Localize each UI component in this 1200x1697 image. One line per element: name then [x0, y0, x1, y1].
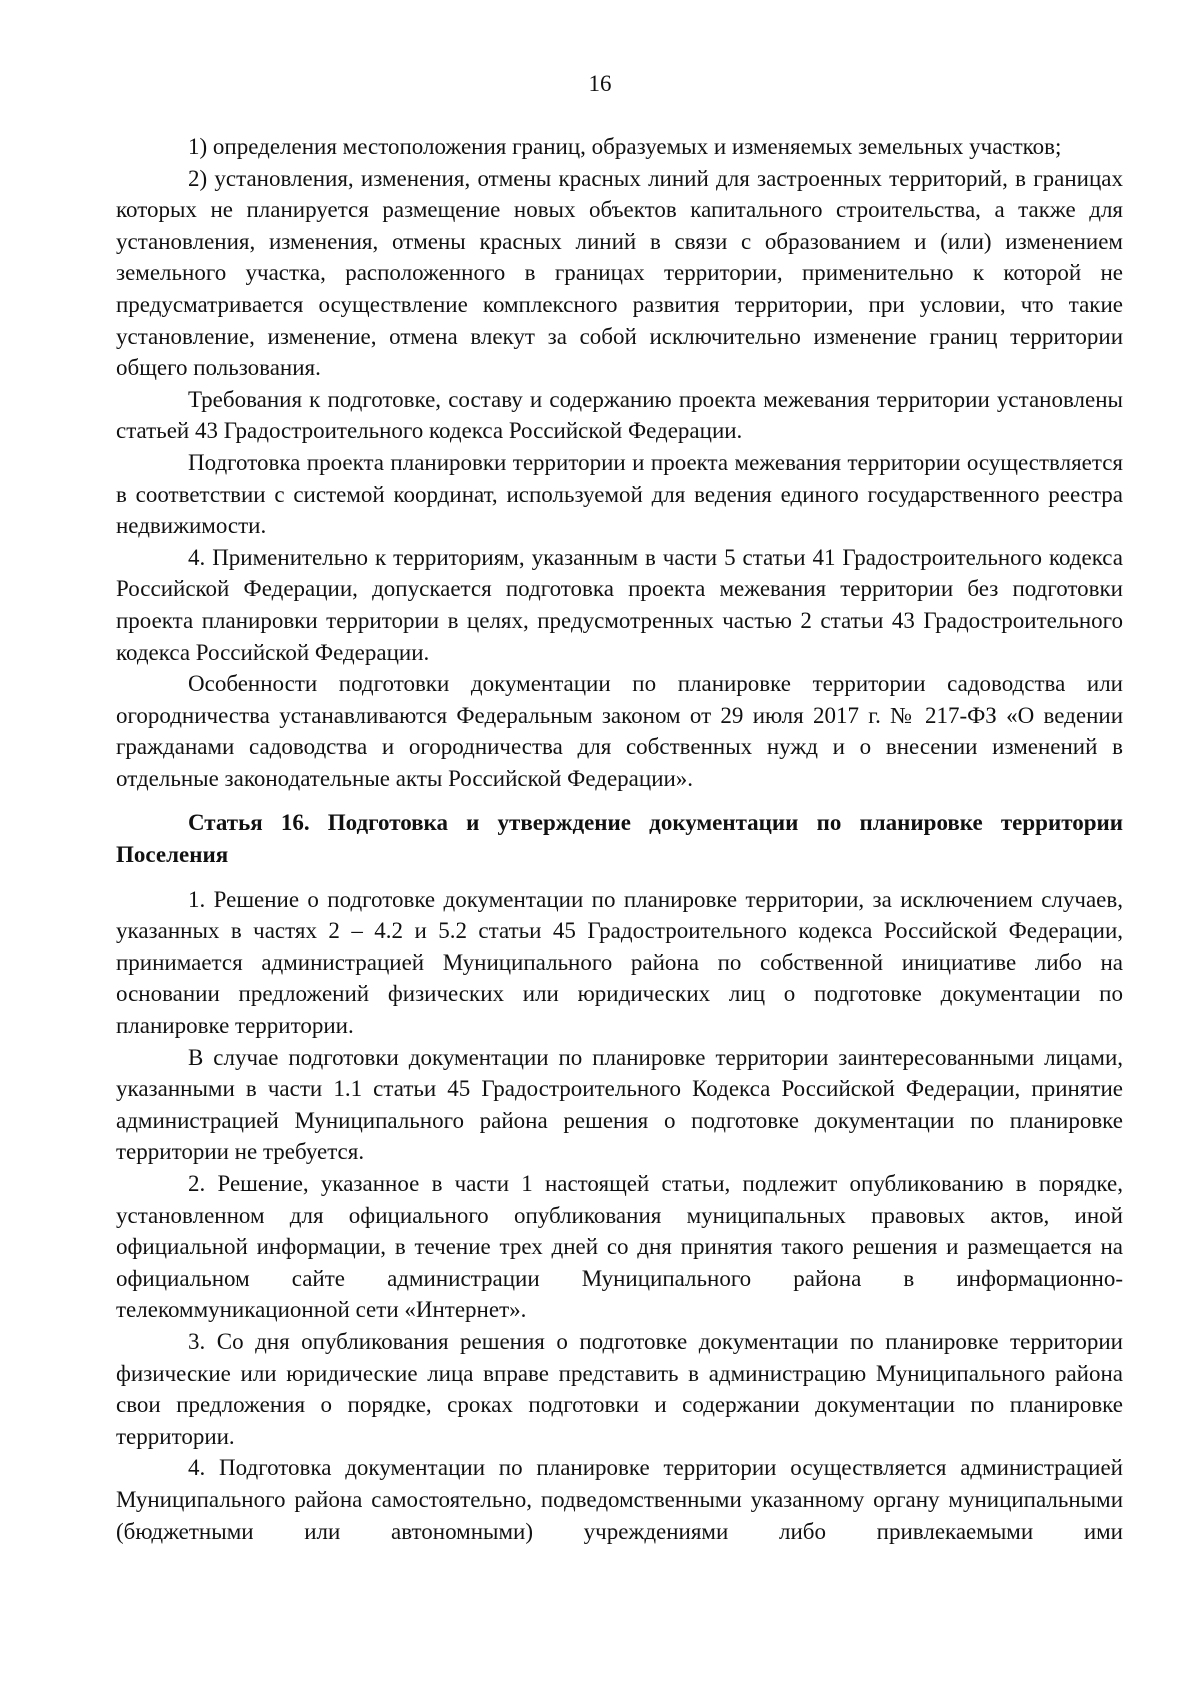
paragraph-decision-4: 4. Подготовка документации по планировке территории осуществляется администрацией Муниципального района самостоятельно, подведомственными указанному органу муниципальными (бюджетными или автономными) учреждениями либо привлекаемыми ими	[116, 1455, 1123, 1544]
paragraph-point-4: 4. Применительно к территориям, указанным в части 5 статьи 41 Градостроительного кодекса Российской Федерации, допускается подготовка проекта межевания территории без подготовки проекта планировки территории в целях, предусмотренных частью 2 статьи 43 Градостроительного кодекса Российской Федерации.	[116, 544, 1123, 665]
paragraph-decision-1: 1. Решение о подготовке документации по планировке территории, за исключением случаев, указанных в частях 2 – 4.2 и 5.2 статьи 45 Градостроительного кодекса Российской Федерации, принимается администрацией Муниципального района по собственной инициативе либо на основании предложений физических или юридических лиц о подготовке документации по планировке территории.	[116, 886, 1123, 1039]
paragraph-decision-3: 3. Со дня опубликования решения о подготовке документации по планировке территории физические или юридические лица вправе представить в администрацию Муниципального района свои предложения о порядке, сроках подготовки и содержании документации по планировке территории.	[116, 1328, 1123, 1449]
paragraph-coordinates: Подготовка проекта планировки территории и проекта межевания территории осуществляется в соответствии с системой координат, используемой для ведения единого государственного реестра недвижимости.	[116, 449, 1123, 539]
article-heading: Статья 16. Подготовка и утверждение документации по планировке территории Поселения	[116, 810, 1123, 868]
paragraph-gardening: Особенности подготовки документации по планировке территории садоводства или огородничества устанавливаются Федеральным законом от 29 июля 2017 г. № 217-ФЗ «О ведении гражданами садоводства и огородничества для собственных нужд и о внесении изменений в отдельные законодательные акты Российской Федерации».	[116, 671, 1123, 791]
document-body	[116, 131, 1123, 1547]
paragraph-decision-2: 2. Решение, указанное в части 1 настоящей статьи, подлежит опубликованию в порядке, установленном для официального опубликования муниципальных правовых актов, иной официальной информации, в течение трех дней со дня принятия такого решения и размещается на официальном сайте администрации Муниципального района в информационно-телекоммуникационной сети «Интернет».	[116, 1171, 1123, 1323]
paragraph-item-2: 2) установления, изменения, отмены красных линий для застроенных территорий, в границах которых не планируется размещение новых объектов капитального строительства, а также для установления, изменения, отмены красных линий в связи с образованием и (или) изменением земельного участка, расположенного в границах территории, применительно к которой не предусматривается осуществление комплексного развития территории, при условии, что такие установление, изменение, отмена влекут за собой исключительно изменение границ территории общего пользования.	[116, 165, 1123, 381]
paragraph-item-1: 1) определения местоположения границ, образуемых и изменяемых земельных участков;	[188, 134, 1062, 159]
paragraph-interested-parties: В случае подготовки документации по планировке территории заинтересованными лицами, указанными в части 1.1 статьи 45 Градостроительного Кодекса Российской Федерации, принятие администрацией Муниципального района решения о подготовке документации по планировке территории не требуется.	[116, 1044, 1123, 1165]
page-number: 16	[588, 71, 612, 96]
paragraph-requirements: Требования к подготовке, составу и содержанию проекта межевания территории установлены статьей 43 Градостроительного кодекса Российской Федерации.	[116, 386, 1123, 444]
